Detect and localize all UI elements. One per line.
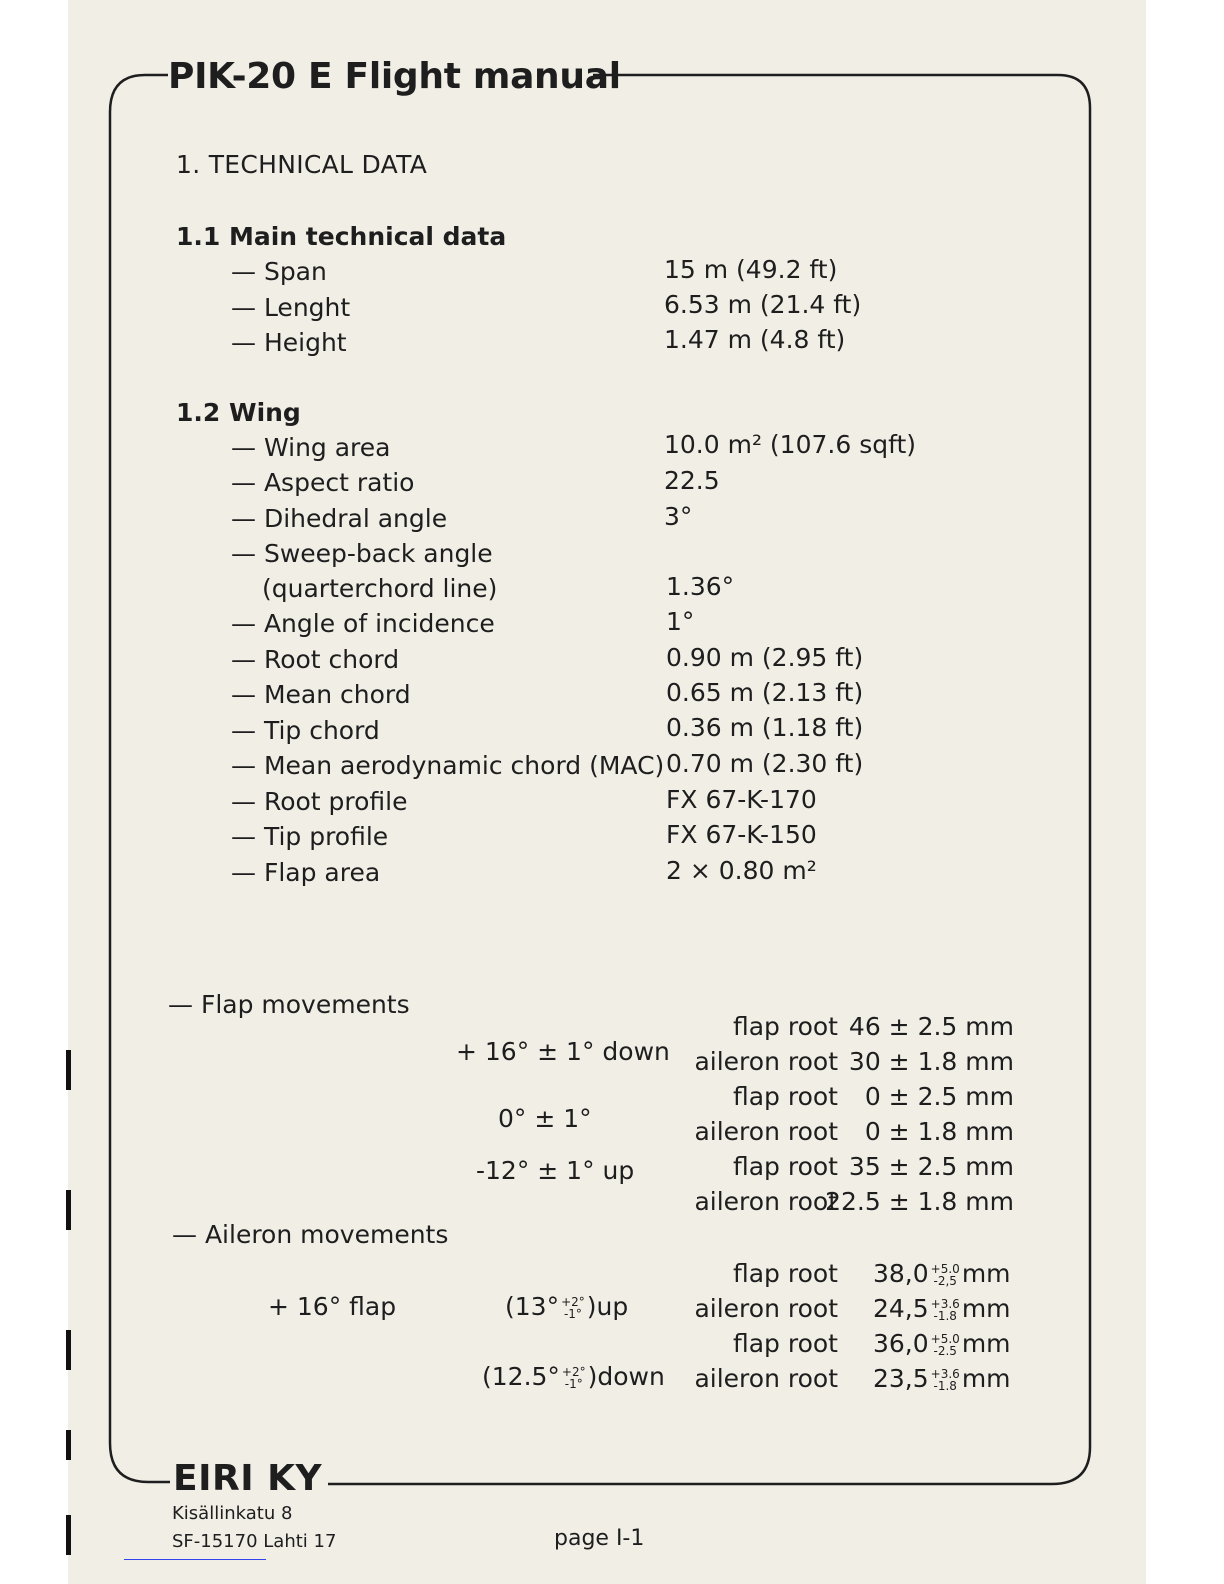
spec-label: — Span <box>231 257 327 286</box>
company-address-city: SF-15170 Lahti 17 <box>172 1531 337 1552</box>
spec-value: 2 × 0.80 m² <box>666 856 817 885</box>
movement-name: flap root <box>732 1152 838 1181</box>
spec-value: 10.0 m² (107.6 sqft) <box>664 430 917 459</box>
spec-label: — Mean chord <box>231 680 411 709</box>
deflection-angle: (13° <box>505 1292 560 1321</box>
tolerance-minus: -2,5 <box>933 1274 957 1288</box>
spec-value: FX 67-K-170 <box>666 785 817 814</box>
tolerance-stack <box>931 1333 960 1357</box>
spec-value: 1.47 m (4.8 ft) <box>664 325 846 354</box>
movement-value: 30 ± 1.8 mm <box>848 1047 1014 1076</box>
movement-value <box>873 1364 1011 1393</box>
tolerance-plus: +2° <box>561 1365 586 1379</box>
spec-label: — Angle of incidence <box>231 609 495 638</box>
binding-mark <box>66 1515 71 1555</box>
movement-value <box>873 1259 1011 1288</box>
subsection-wing-heading: 1.2 Wing <box>176 398 301 427</box>
tolerance-plus: +3.6 <box>930 1367 960 1381</box>
value-number: 24,5 <box>873 1294 929 1323</box>
frame-line-left <box>110 75 170 1482</box>
tolerance-plus: +5.0 <box>930 1332 960 1346</box>
tolerance-stack <box>931 1298 960 1322</box>
spec-value: 15 m (49.2 ft) <box>664 255 838 284</box>
value-unit: mm <box>961 1259 1011 1288</box>
spec-label: (quarterchord line) <box>262 574 498 603</box>
movement-name: flap root <box>732 1082 838 1111</box>
underline-mark <box>124 1559 266 1560</box>
page-title: PIK-20 E Flight manual <box>168 56 621 97</box>
movement-name: aileron root <box>694 1117 838 1146</box>
movement-value: 0 ± 2.5 mm <box>864 1082 1014 1111</box>
deflection-direction: )down <box>587 1362 665 1391</box>
spec-label: — Root profile <box>231 787 408 816</box>
binding-mark <box>66 1430 71 1460</box>
spec-value: 0.36 m (1.18 ft) <box>666 713 864 742</box>
flap-position: + 16° ± 1° down <box>456 1037 670 1066</box>
flap-position: -12° ± 1° up <box>476 1156 635 1185</box>
aileron-movements-heading: — Aileron movements <box>172 1220 449 1249</box>
movement-value: 22.5 ± 1.8 mm <box>825 1187 1014 1216</box>
binding-mark <box>66 1330 71 1370</box>
deflection-angle: (12.5° <box>482 1362 560 1391</box>
binding-mark <box>66 1190 71 1230</box>
aileron-down-deflection <box>482 1362 665 1391</box>
movement-value <box>873 1294 1011 1323</box>
value-unit: mm <box>961 1294 1011 1323</box>
spec-value: 0.65 m (2.13 ft) <box>666 678 864 707</box>
spec-label: — Dihedral angle <box>231 504 448 533</box>
movement-name: aileron root <box>694 1047 838 1076</box>
section-heading: 1. TECHNICAL DATA <box>176 150 428 179</box>
spec-label: — Mean aerodynamic chord (MAC) <box>231 751 665 780</box>
movement-value <box>873 1329 1011 1358</box>
flap-movements-heading: — Flap movements <box>168 990 410 1019</box>
tolerance-plus: +3.6 <box>930 1297 960 1311</box>
spec-value: 22.5 <box>664 466 720 495</box>
binding-mark <box>66 1050 71 1090</box>
movement-name: flap root <box>732 1259 838 1288</box>
value-unit: mm <box>961 1329 1011 1358</box>
spec-value: 3° <box>664 502 693 531</box>
spec-label: — Aspect ratio <box>231 468 415 497</box>
tolerance-minus: -1.8 <box>933 1379 957 1393</box>
movement-name: aileron root <box>694 1187 838 1216</box>
aileron-up-deflection <box>505 1292 628 1321</box>
aileron-flap-label: + 16° flap <box>268 1292 397 1321</box>
deflection-direction: )up <box>586 1292 629 1321</box>
spec-label: — Wing area <box>231 433 391 462</box>
value-number: 23,5 <box>873 1364 929 1393</box>
spec-label: — Flap area <box>231 858 381 887</box>
movement-name: aileron root <box>694 1364 838 1393</box>
movement-value: 0 ± 1.8 mm <box>864 1117 1014 1146</box>
movement-value: 46 ± 2.5 mm <box>848 1012 1014 1041</box>
spec-value: 0.70 m (2.30 ft) <box>666 749 864 778</box>
tolerance-minus: -1° <box>564 1377 583 1391</box>
value-unit: mm <box>961 1364 1011 1393</box>
tolerance-minus: -2.5 <box>933 1344 957 1358</box>
tolerance-stack <box>931 1368 960 1392</box>
company-address-street: Kisällinkatu 8 <box>172 1503 293 1524</box>
spec-label: — Root chord <box>231 645 400 674</box>
spec-label: — Height <box>231 328 347 357</box>
movement-value: 35 ± 2.5 mm <box>848 1152 1014 1181</box>
movement-name: aileron root <box>694 1294 838 1323</box>
value-number: 36,0 <box>873 1329 929 1358</box>
spec-value: 6.53 m (21.4 ft) <box>664 290 862 319</box>
tolerance-stack <box>931 1263 960 1287</box>
value-number: 38,0 <box>873 1259 929 1288</box>
tolerance-plus: +2° <box>561 1295 585 1309</box>
tolerance-plus: +5.0 <box>930 1262 960 1276</box>
spec-label: — Lenght <box>231 293 351 322</box>
tolerance-minus: -1° <box>563 1307 582 1321</box>
spec-label: — Tip chord <box>231 716 380 745</box>
spec-value: 1.36° <box>666 572 735 601</box>
page-number: page I-1 <box>554 1526 645 1551</box>
tolerance-stack <box>561 1296 585 1320</box>
flap-position: 0° ± 1° <box>498 1104 592 1133</box>
spec-label: — Tip profile <box>231 822 389 851</box>
movement-name: flap root <box>732 1012 838 1041</box>
movement-name: flap root <box>732 1329 838 1358</box>
tolerance-stack <box>562 1366 586 1390</box>
spec-value: 0.90 m (2.95 ft) <box>666 643 864 672</box>
spec-value: FX 67-K-150 <box>666 820 817 849</box>
tolerance-minus: -1.8 <box>933 1309 957 1323</box>
company-name: EIRI KY <box>173 1458 323 1499</box>
spec-value: 1° <box>666 607 695 636</box>
subsection-main-heading: 1.1 Main technical data <box>176 222 507 251</box>
spec-label: — Sweep-back angle <box>231 539 493 568</box>
